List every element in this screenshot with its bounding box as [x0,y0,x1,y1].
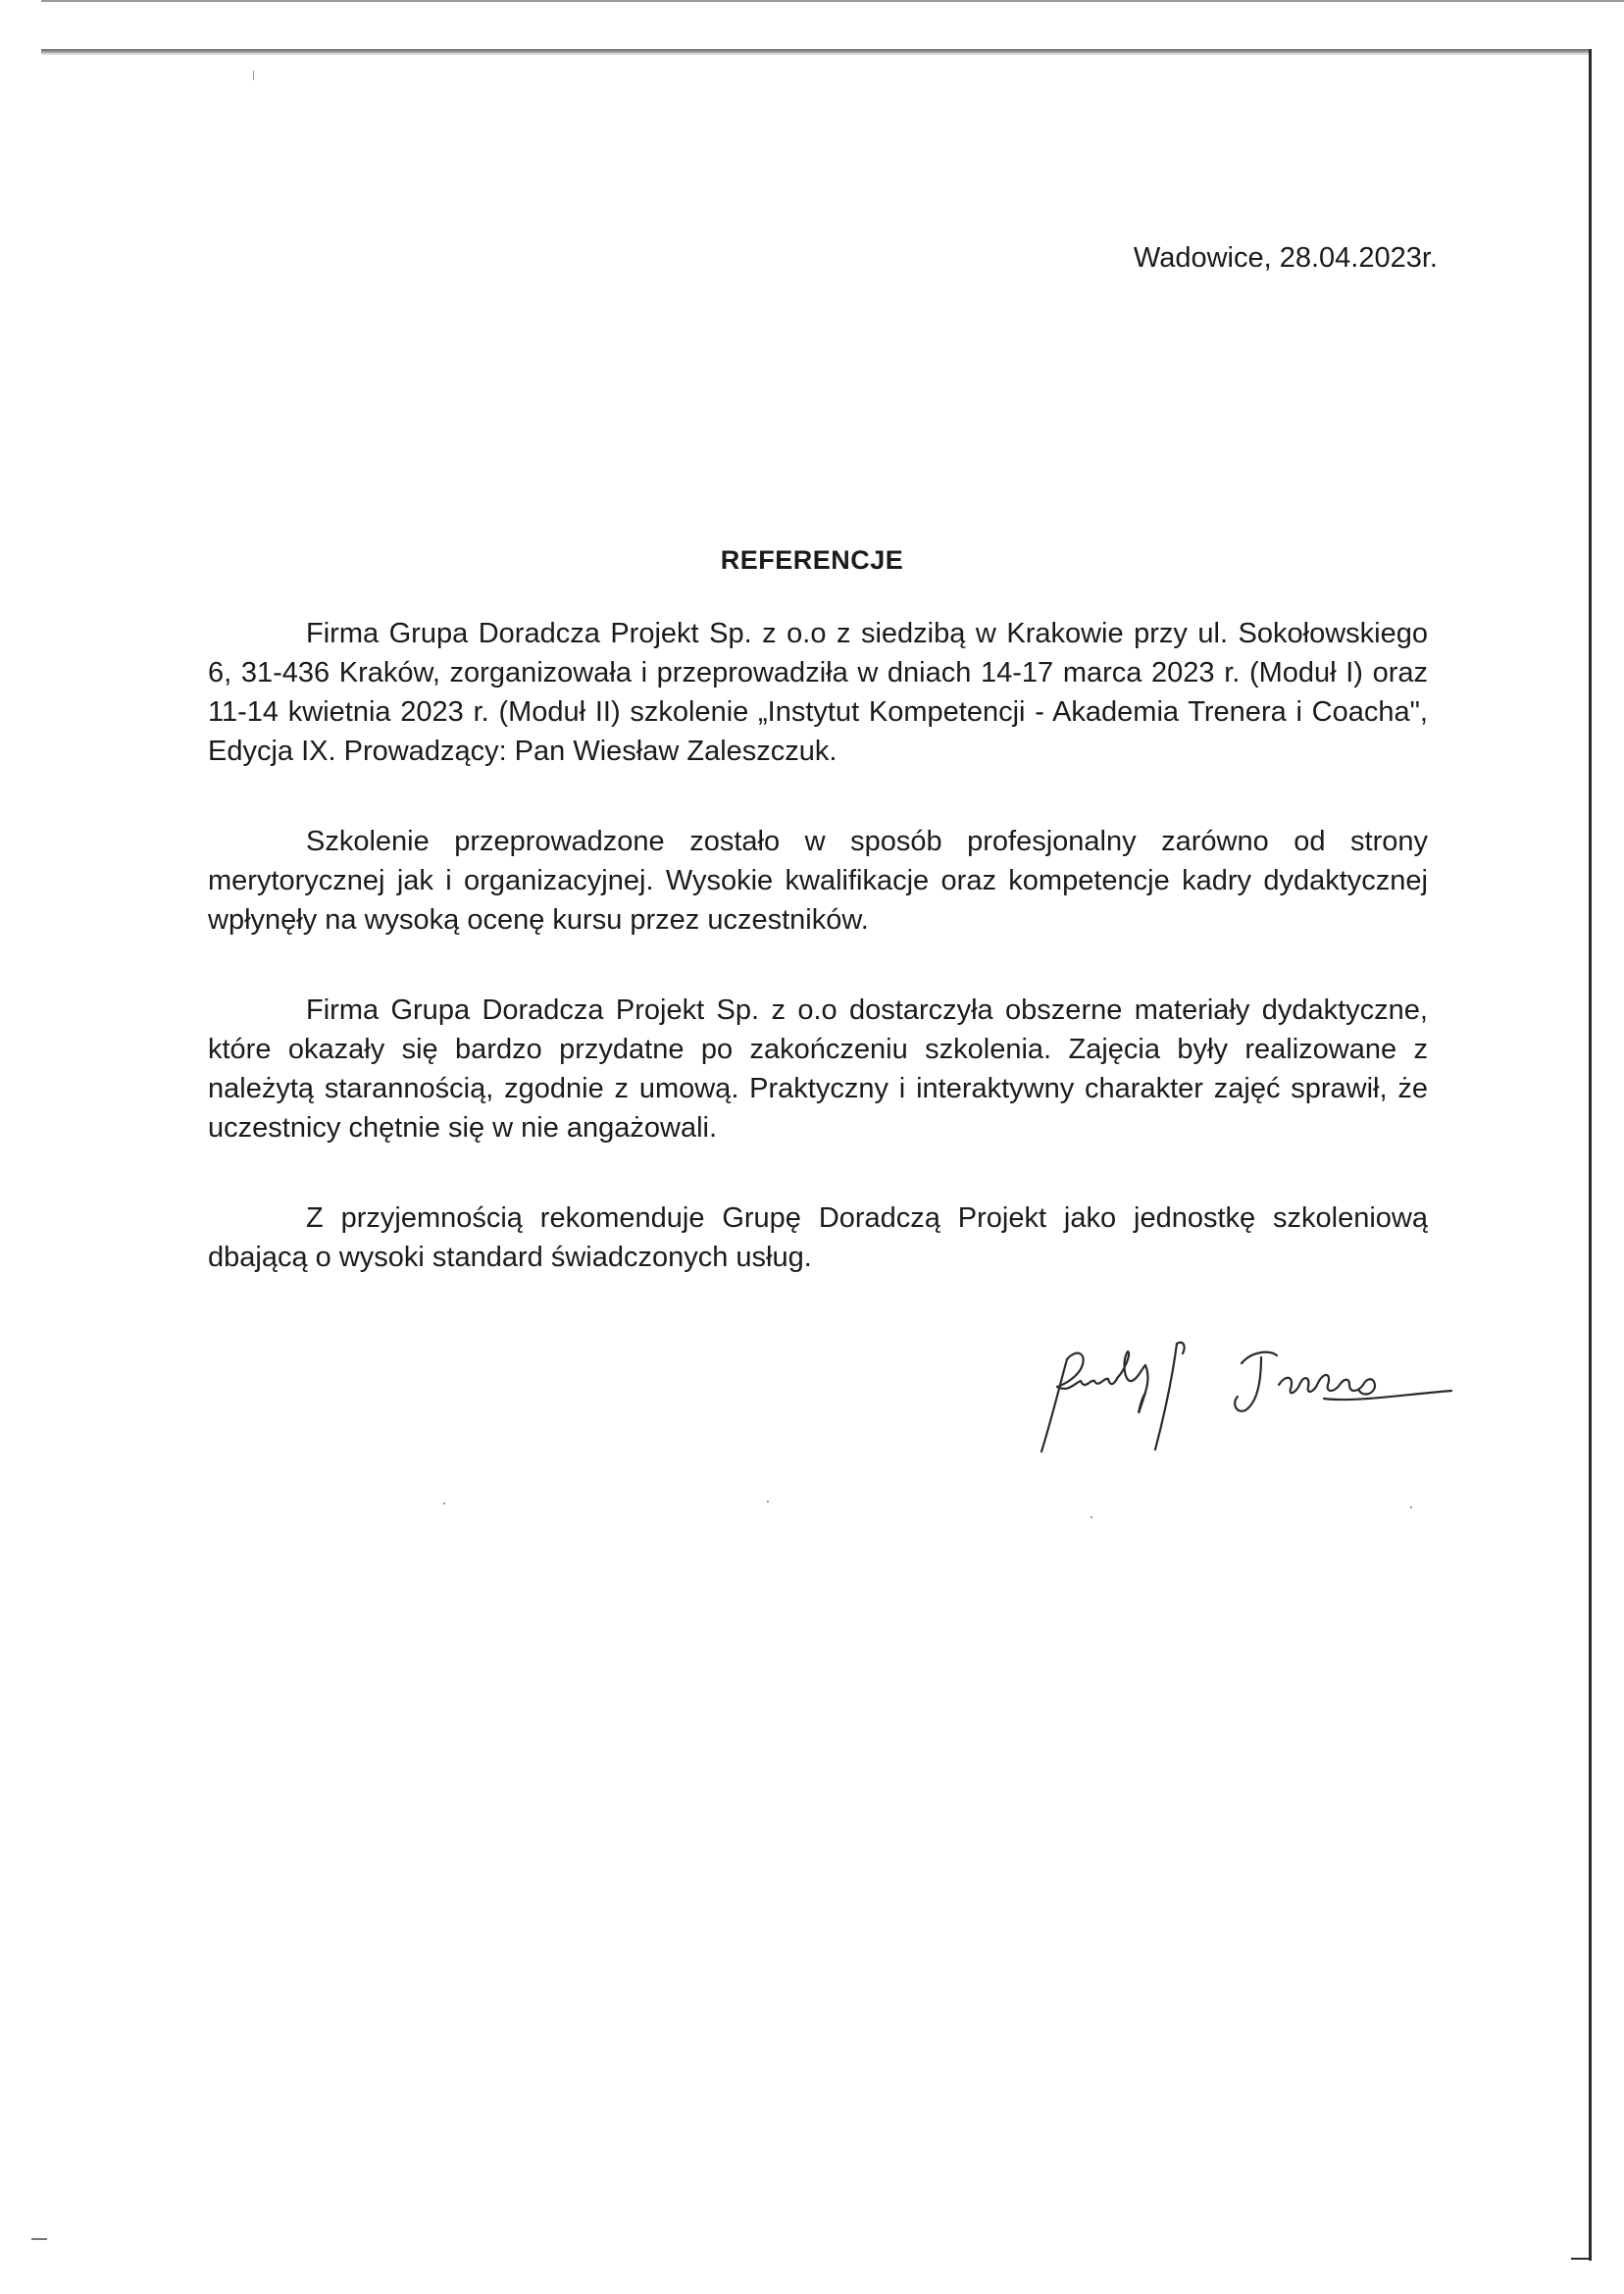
handwritten-signature [1030,1334,1461,1461]
scan-frame-bottom-corner [1571,2258,1592,2260]
scan-speck [253,71,254,80]
letter-body [208,614,1428,1328]
paragraph-recommendation: Z przyjemnością rekomenduje Grupę Doradczą Projekt jako jednostkę szkoleniową dbającą o wysoki standard świadczonych usług. [208,1202,1428,1273]
place-and-date: Wadowice, 28.04.2023r. [1133,242,1438,274]
scan-speck [1091,1516,1092,1518]
paragraph-organizer: Firma Grupa Doradcza Projekt Sp. z o.o z siedzibą w Krakowie przy ul. Sokołowskiego 6, 31-436 Kraków, zorganizowała i przeprowadziła w dniach 14-17 marca 2023 r. (Moduł I) oraz 11-14 kwietnia 2023 r. (Moduł II) szkolenie „Instytut Kompetencji - Akademia Trenera i Coacha", Edycja IX. Prowadzący: Pan Wiesław Zaleszczuk. [208,618,1428,767]
paragraph-materials: Firma Grupa Doradcza Projekt Sp. z o.o dostarczyła obszerne materiały dydaktyczne, które okazały się bardzo przydatne po zakończeniu szkolenia. Zajęcia były realizowane z należytą starannością, zgodnie z umową. Praktyczny i interaktywny charakter zajęć sprawił, że uczestnicy chętnie się w nie angażowali. [208,994,1428,1144]
scan-margin-mark [31,2238,47,2240]
scan-top-edge [41,0,1624,2]
scan-frame-top-border [41,49,1591,55]
paragraph-quality: Szkolenie przeprowadzone zostało w sposób profesjonalny zarówno od strony merytorycznej jak i organizacyjnej. Wysokie kwalifikacje oraz kompetencje kadry dydaktycznej wpłynęły na wysoką ocenę kursu przez uczestników. [208,826,1428,936]
scan-frame-right-border [1589,49,1592,2261]
document-title: REFERENCJE [720,545,904,575]
scan-speck [1410,1506,1412,1508]
scan-speck [767,1501,769,1503]
scan-speck [443,1503,445,1504]
